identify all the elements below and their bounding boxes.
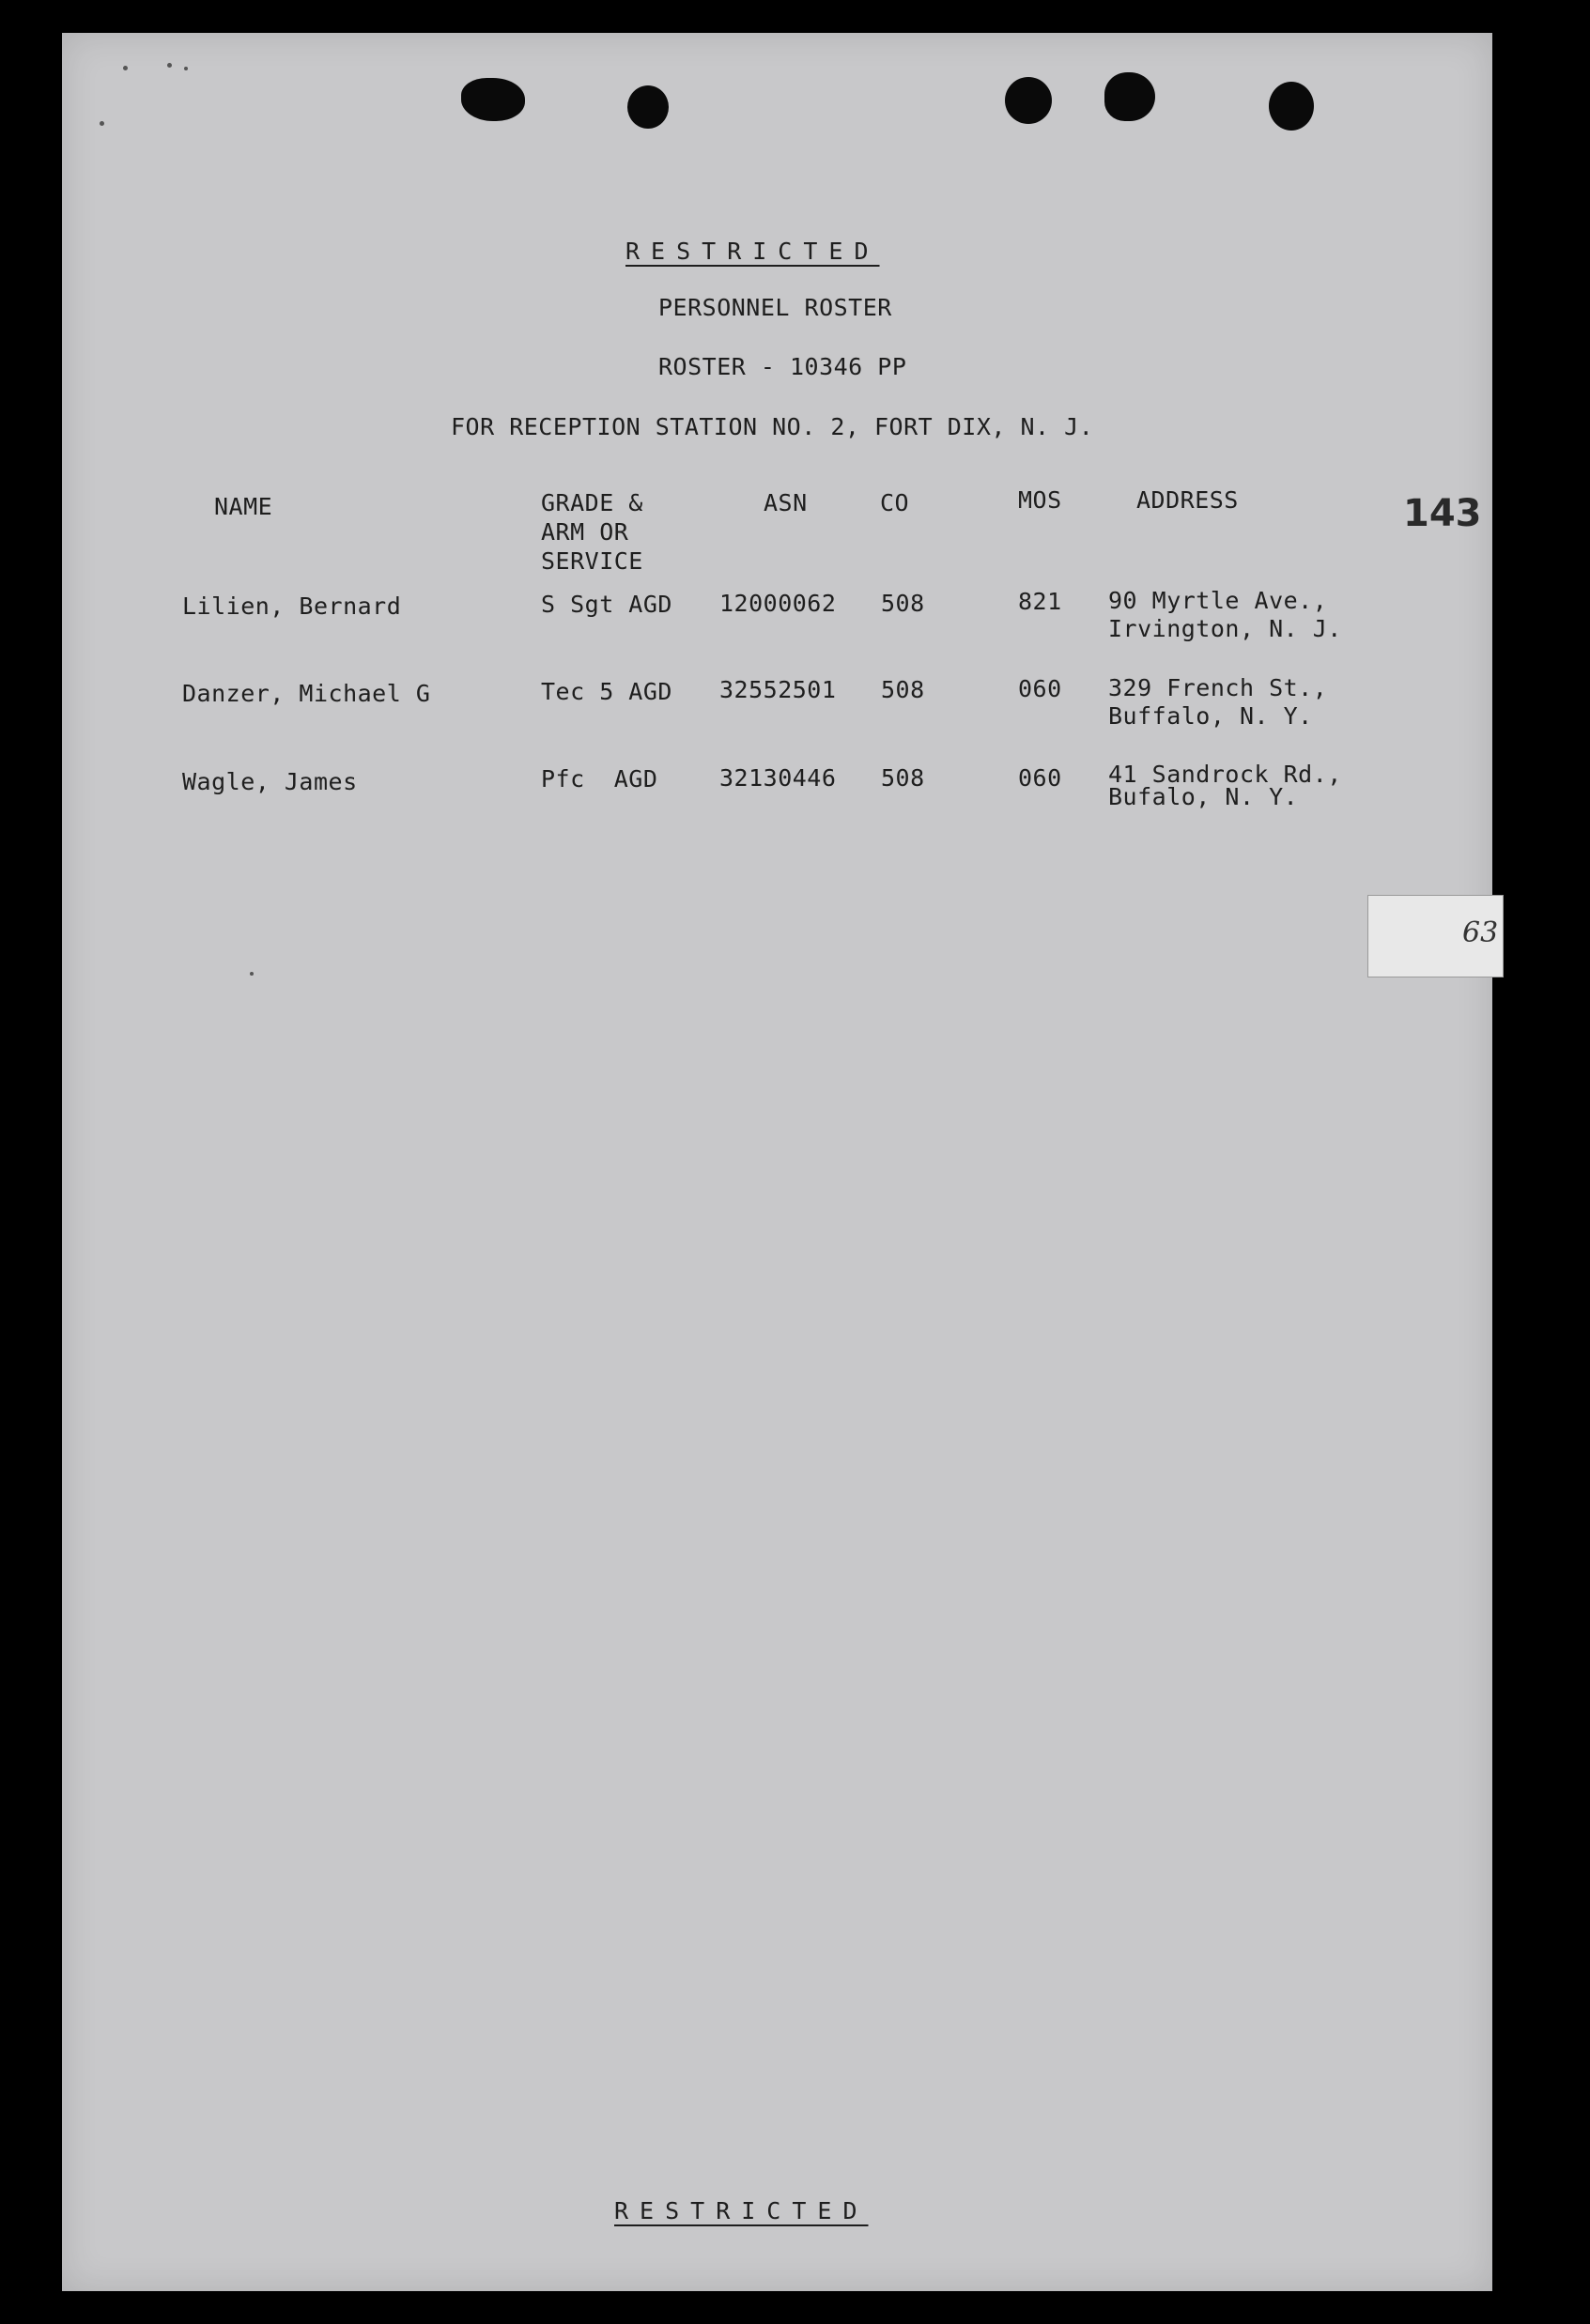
table-row-asn: 12000062 [719,590,837,617]
punch-hole [627,85,669,129]
speck [250,972,254,976]
restricted-footer: RESTRICTED [614,2197,869,2224]
table-row-address: 329 French St., [1108,674,1328,701]
column-header-grade: GRADE & [541,489,643,516]
speck [123,66,128,70]
table-row-grade: S Sgt AGD [541,591,672,618]
column-header-address: ADDRESS [1136,486,1239,514]
punch-hole [1104,72,1155,121]
column-header-mos: MOS [1018,486,1062,514]
table-row-co: 508 [881,676,925,703]
table-row-grade: Pfc AGD [541,765,658,793]
tab-mark: 63 [1462,916,1499,949]
table-row-mos: 821 [1018,588,1062,615]
punch-hole [1005,77,1052,124]
table-row-address: Bufalo, N. Y. [1108,783,1299,810]
table-row-mos: 060 [1018,764,1062,792]
column-header-grade: SERVICE [541,547,643,575]
punch-hole [461,78,525,121]
table-row-name: Lilien, Bernard [182,593,402,620]
table-row-co: 508 [881,590,925,617]
table-row-grade: Tec 5 AGD [541,678,672,705]
index-tab [1367,895,1504,977]
speck [100,121,104,126]
table-row-address: 90 Myrtle Ave., [1108,587,1328,614]
roster-id: ROSTER - 10346 PP [658,353,907,380]
station-line: FOR RECEPTION STATION NO. 2, FORT DIX, N. J. [451,413,1094,440]
table-row-address: 41 Sandrock Rd., [1108,761,1342,788]
table-row-name: Danzer, Michael G [182,680,431,707]
table-row-asn: 32130446 [719,764,837,792]
table-row-address: Irvington, N. J. [1108,615,1342,642]
table-row-asn: 32552501 [719,676,837,703]
column-header-grade: ARM OR [541,518,629,546]
column-header-asn: ASN [764,489,808,516]
column-header-co: CO [880,489,910,516]
document-title: PERSONNEL ROSTER [658,294,892,321]
punch-hole [1269,82,1314,131]
table-row-name: Wagle, James [182,768,358,795]
restricted-header: RESTRICTED [625,238,880,265]
speck [167,63,172,68]
table-row-address: Buffalo, N. Y. [1108,702,1313,730]
table-row-co: 508 [881,764,925,792]
document-page [62,33,1492,2291]
column-header-name: NAME [214,493,273,520]
speck [184,67,188,70]
page-number: 143 [1403,492,1482,535]
table-row-mos: 060 [1018,675,1062,702]
